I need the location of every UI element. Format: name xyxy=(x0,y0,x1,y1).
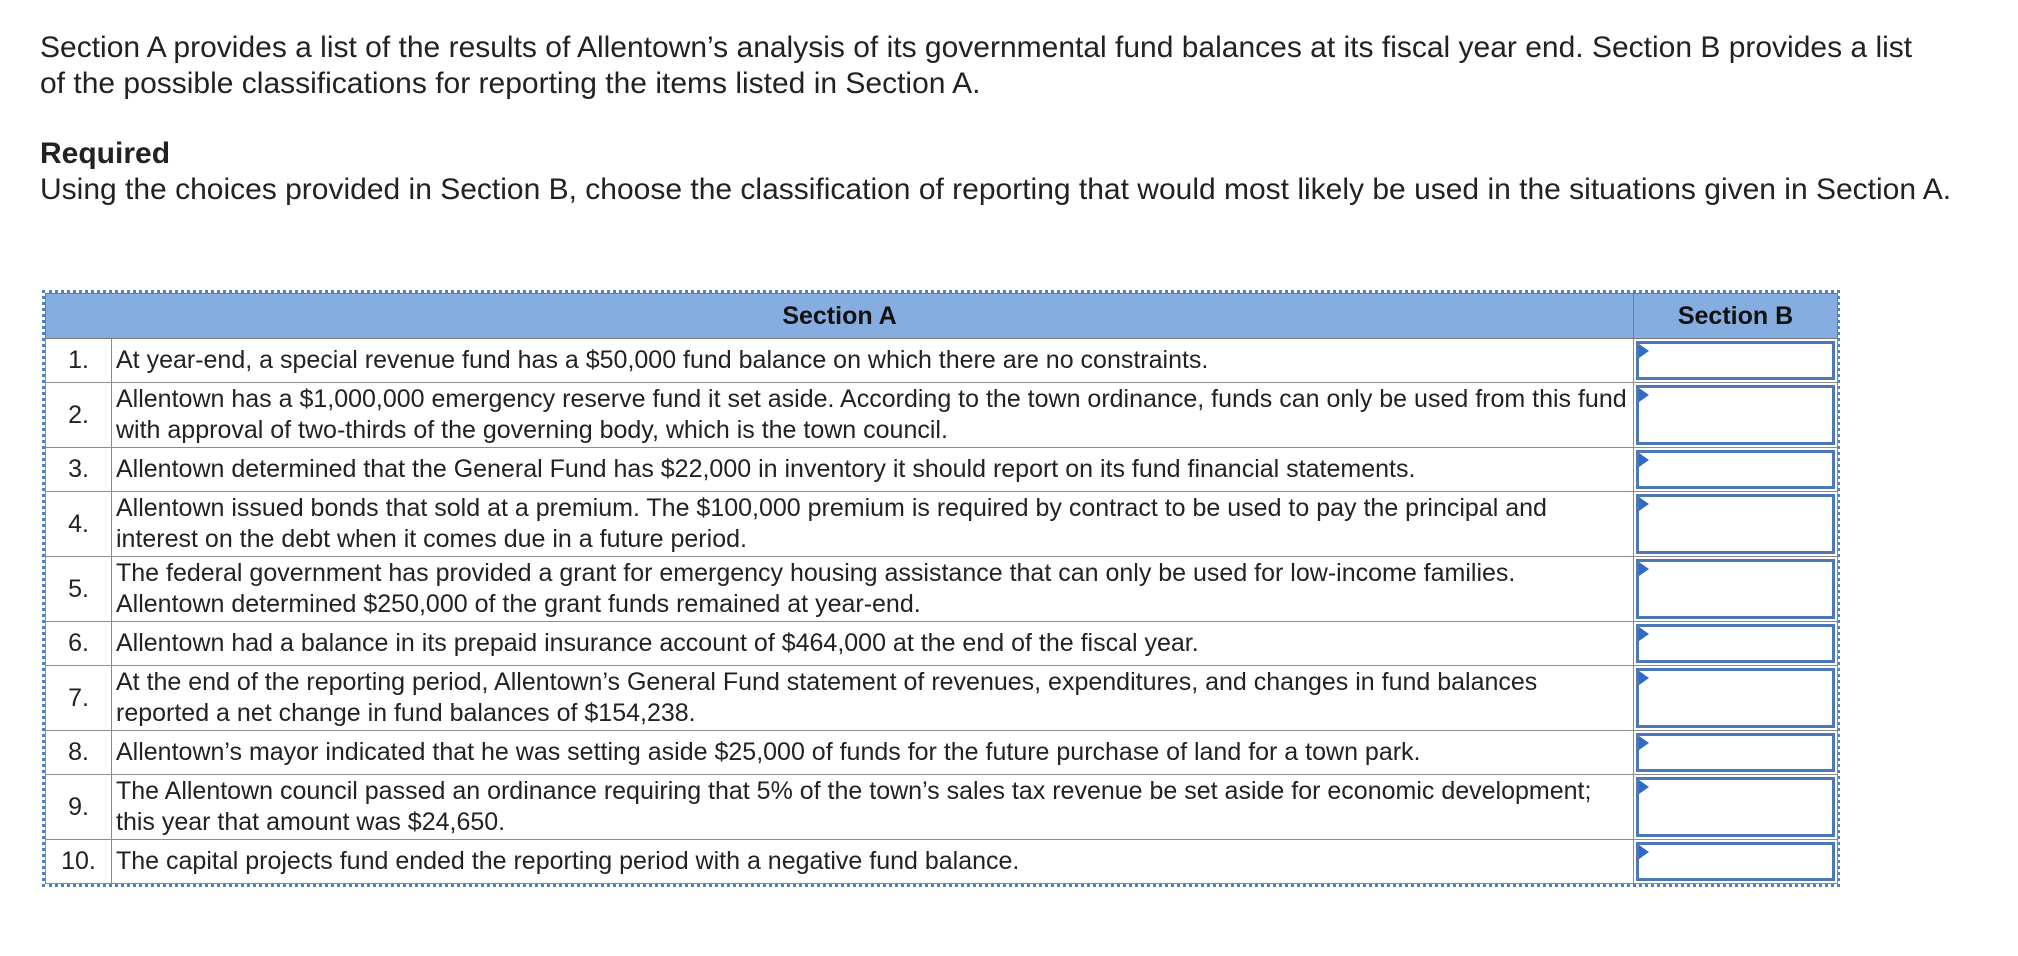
table-row xyxy=(46,840,1838,884)
required-instructions: Using the choices provided in Section B, choose the classification of reporting that would most likely be used in the situations given in Section A. xyxy=(40,173,1952,206)
table-row xyxy=(46,339,1838,383)
row-number: 1. xyxy=(46,339,112,383)
row-description: At year-end, a special revenue fund has a $50,000 fund balance on which there are no constraints. xyxy=(112,339,1634,383)
answer-cell xyxy=(1634,492,1838,557)
row-description: The federal government has provided a grant for emergency housing assistance that can only be used for low-income families. Allentown determined $250,000 of the grant funds remained at year-end. xyxy=(112,557,1634,622)
table-row xyxy=(46,448,1838,492)
row-description: At the end of the reporting period, Allentown’s General Fund statement of revenues, expenditures, and changes in fund balances reported a net change in fund balances of $154,238. xyxy=(112,666,1634,731)
row-number: 6. xyxy=(46,622,112,666)
row-description: Allentown had a balance in its prepaid insurance account of $464,000 at the end of the fiscal year. xyxy=(112,622,1634,666)
answer-dropdown[interactable] xyxy=(1636,385,1835,445)
row-number: 5. xyxy=(46,557,112,622)
table-header-row xyxy=(46,294,1838,339)
table-row xyxy=(46,775,1838,840)
answer-cell xyxy=(1634,383,1838,448)
answer-cell xyxy=(1634,557,1838,622)
answer-cell xyxy=(1634,775,1838,840)
row-description: The Allentown council passed an ordinance requiring that 5% of the town’s sales tax revenue be set aside for economic development; this year that amount was $24,650. xyxy=(112,775,1634,840)
row-number: 4. xyxy=(46,492,112,557)
answer-dropdown[interactable] xyxy=(1636,777,1835,837)
row-description: Allentown determined that the General Fund has $22,000 in inventory it should report on its fund financial statements. xyxy=(112,448,1634,492)
table-row xyxy=(46,666,1838,731)
answer-cell xyxy=(1634,622,1838,666)
answer-dropdown[interactable] xyxy=(1636,842,1835,881)
section-b-header: Section B xyxy=(1634,294,1838,339)
table-row xyxy=(46,731,1838,775)
section-a-header: Section A xyxy=(46,294,1634,339)
row-number: 9. xyxy=(46,775,112,840)
answer-cell xyxy=(1634,840,1838,884)
answer-cell xyxy=(1634,731,1838,775)
answer-dropdown[interactable] xyxy=(1636,494,1835,554)
row-description: Allentown has a $1,000,000 emergency reserve fund it set aside. According to the town ordinance, funds can only be used from this fund with approval of two-thirds of the governing body, which is the town council. xyxy=(112,383,1634,448)
answer-cell xyxy=(1634,448,1838,492)
classification-table-container xyxy=(42,290,1840,887)
answer-dropdown[interactable] xyxy=(1636,668,1835,728)
row-number: 8. xyxy=(46,731,112,775)
table-row xyxy=(46,622,1838,666)
row-description: Allentown issued bonds that sold at a premium. The $100,000 premium is required by contract to be used to pay the principal and interest on the debt when it comes due in a future period. xyxy=(112,492,1634,557)
classification-table xyxy=(45,293,1838,884)
row-description: Allentown’s mayor indicated that he was setting aside $25,000 of funds for the future purchase of land for a town park. xyxy=(112,731,1634,775)
answer-dropdown[interactable] xyxy=(1636,624,1835,663)
answer-cell xyxy=(1634,666,1838,731)
table-row xyxy=(46,383,1838,448)
row-number: 7. xyxy=(46,666,112,731)
required-heading: Required xyxy=(40,137,171,170)
table-row xyxy=(46,557,1838,622)
row-description: The capital projects fund ended the reporting period with a negative fund balance. xyxy=(112,840,1634,884)
row-number: 2. xyxy=(46,383,112,448)
answer-dropdown[interactable] xyxy=(1636,450,1835,489)
answer-cell xyxy=(1634,339,1838,383)
answer-dropdown[interactable] xyxy=(1636,559,1835,619)
intro-paragraph: Section A provides a list of the results of Allentown’s analysis of its governmental fund balances at its fiscal year end. Section B provides a list of the possible classifications for reporting the items listed in Section A. xyxy=(40,31,1913,100)
answer-dropdown[interactable] xyxy=(1636,341,1835,380)
answer-dropdown[interactable] xyxy=(1636,733,1835,772)
row-number: 10. xyxy=(46,840,112,884)
row-number: 3. xyxy=(46,448,112,492)
table-row xyxy=(46,492,1838,557)
